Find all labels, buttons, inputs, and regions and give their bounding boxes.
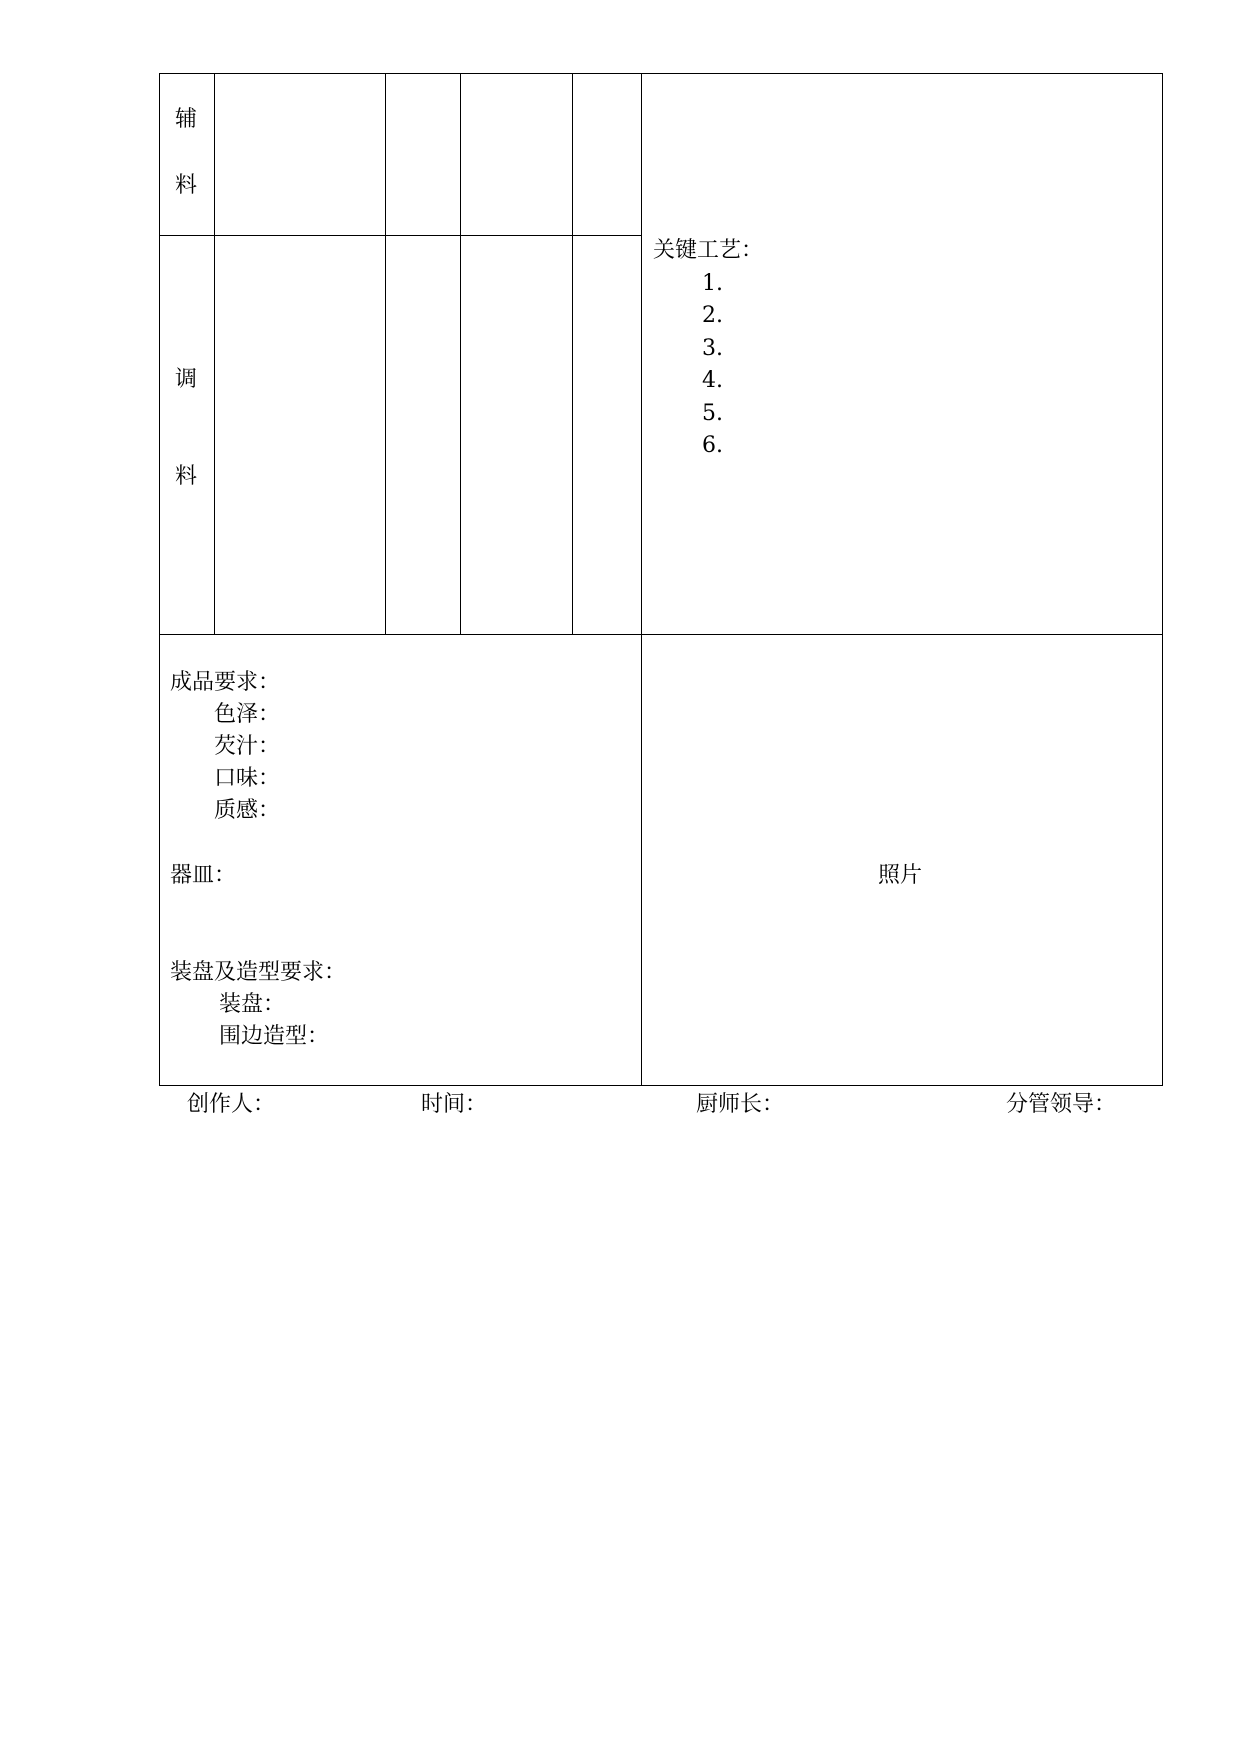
key-process-item: 1.	[702, 271, 723, 296]
creator-label: 创作人：	[187, 1092, 276, 1117]
fuliao-char-1: 辅	[175, 107, 198, 132]
table-border-left	[159, 73, 160, 1086]
tiaoliao-char-2: 料	[175, 464, 198, 489]
key-process-item: 3.	[702, 336, 723, 361]
photo-placeholder: 照片	[878, 863, 923, 888]
table-border-bottom	[159, 1085, 1163, 1086]
tiaoliao-char-1: 调	[175, 367, 198, 392]
leader-label: 分管领导：	[1006, 1092, 1117, 1117]
plating-item-plate: 装盘：	[219, 992, 286, 1017]
row-divider-ingredients	[159, 235, 641, 236]
table-border-top	[159, 73, 1163, 74]
fuliao-char-2: 料	[175, 173, 198, 198]
column-divider-main	[641, 73, 642, 1086]
table-border-right	[1162, 73, 1163, 1086]
vessel-label: 器皿：	[170, 863, 237, 888]
finished-item-sauce: 芡汁：	[214, 734, 281, 759]
key-process-item: 5.	[702, 401, 723, 426]
key-process-title: 关键工艺：	[653, 238, 764, 263]
column-divider-unit	[572, 73, 573, 634]
plating-item-garnish: 围边造型：	[219, 1024, 330, 1049]
key-process-item: 4.	[702, 368, 723, 393]
column-divider-amount	[460, 73, 461, 634]
plating-title: 装盘及造型要求：	[170, 960, 347, 985]
column-divider-label	[214, 73, 215, 634]
key-process-item: 6.	[702, 433, 723, 458]
finished-item-taste: 口味：	[214, 766, 281, 791]
column-divider-name	[385, 73, 386, 634]
chef-label: 厨师长：	[696, 1092, 785, 1117]
finished-item-color: 色泽：	[214, 702, 281, 727]
finished-item-texture: 质感：	[214, 798, 281, 823]
key-process-item: 2.	[702, 303, 723, 328]
row-divider-lower	[159, 634, 1163, 635]
finished-product-title: 成品要求：	[170, 670, 281, 695]
time-label: 时间：	[421, 1092, 488, 1117]
